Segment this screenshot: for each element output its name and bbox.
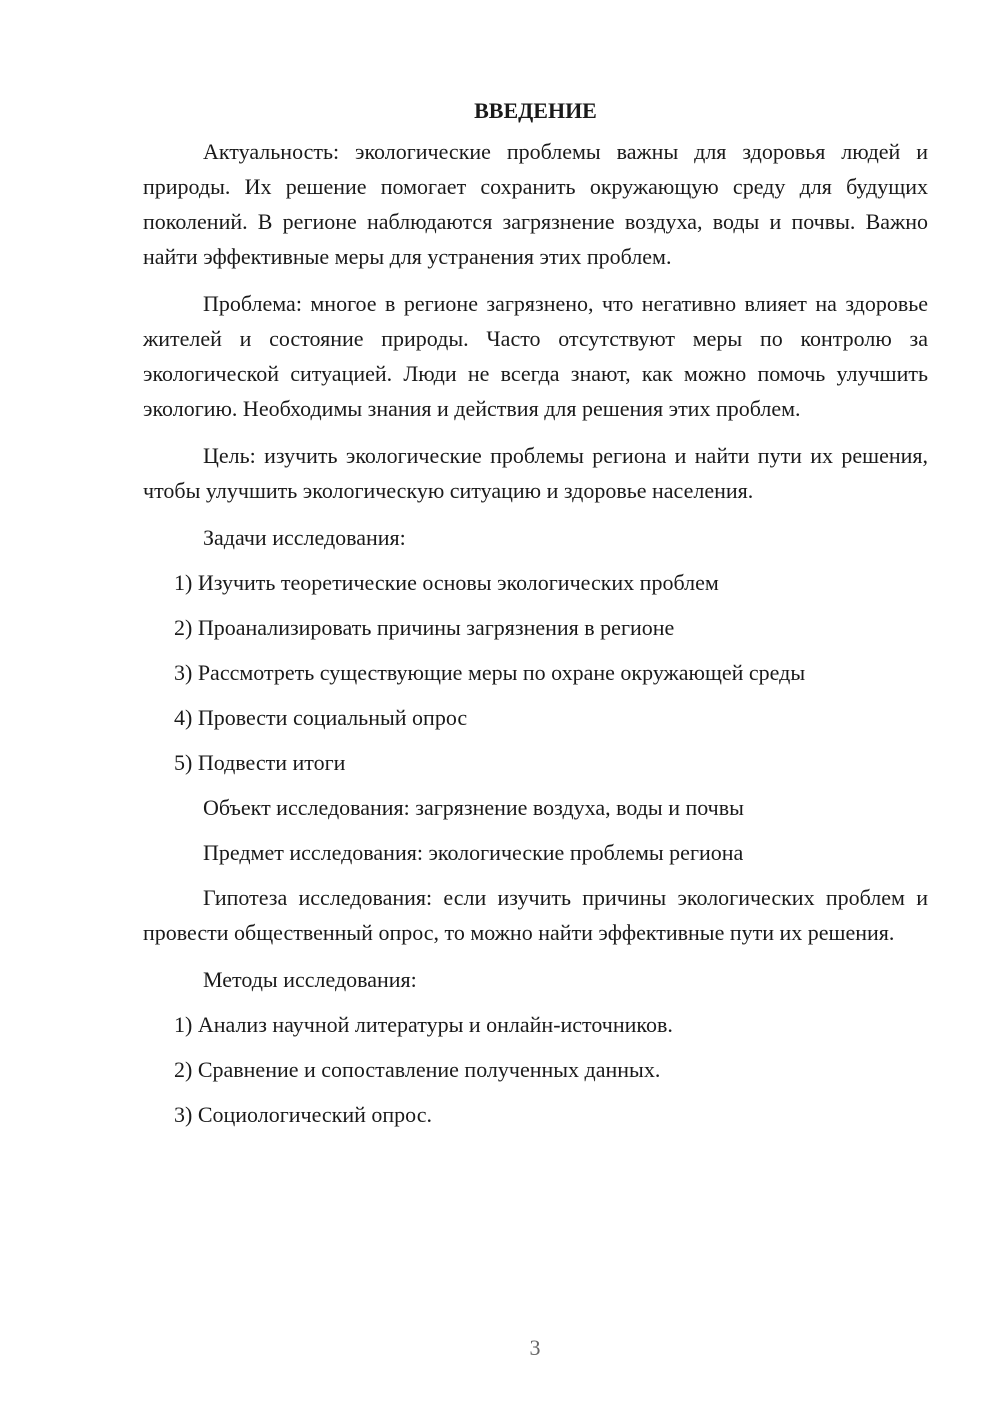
list-item: 2) Сравнение и сопоставление полученных данных. bbox=[174, 1057, 661, 1082]
page-number: 3 bbox=[529, 1335, 541, 1360]
hypothesis-paragraph: Гипотеза исследования: если изучить причины экологических проблем и провести общественный опрос, то можно найти эффективные пути их решения. bbox=[143, 885, 928, 945]
list-item: 4) Провести социальный опрос bbox=[174, 705, 468, 730]
methods-list bbox=[143, 1007, 928, 1132]
problem-paragraph: Проблема: многое в регионе загрязнено, что негативно влияет на здоровье жителей и состояние природы. Часто отсутствуют меры по контролю за экологической ситуацией. Люди не всегда знают, как можно помочь улучшить экологию. Необходимы знания и действия для решения этих проблем. bbox=[143, 291, 928, 421]
tasks-list bbox=[143, 565, 928, 780]
list-item: 3) Социологический опрос. bbox=[174, 1102, 432, 1127]
methods-heading: Методы исследования: bbox=[203, 967, 417, 992]
list-item: 1) Изучить теоретические основы экологических проблем bbox=[174, 570, 719, 595]
list-item: 5) Подвести итоги bbox=[174, 750, 346, 775]
list-item: 2) Проанализировать причины загрязнения в регионе bbox=[174, 615, 675, 640]
page-title: ВВЕДЕНИЕ bbox=[474, 98, 597, 123]
subject-line: Предмет исследования: экологические проблемы региона bbox=[203, 840, 744, 865]
document-body bbox=[143, 93, 928, 1142]
relevance-paragraph: Актуальность: экологические проблемы важны для здоровья людей и природы. Их решение помогает сохранить окружающую среду для будущих поколений. В регионе наблюдаются загрязнение воздуха, воды и почвы. Важно найти эффективные меры для устранения этих проблем. bbox=[143, 139, 928, 269]
goal-paragraph: Цель: изучить экологические проблемы региона и найти пути их решения, чтобы улучшить экологическую ситуацию и здоровье населения. bbox=[143, 443, 928, 503]
list-item: 1) Анализ научной литературы и онлайн-источников. bbox=[174, 1012, 673, 1037]
tasks-heading: Задачи исследования: bbox=[203, 525, 406, 550]
object-line: Объект исследования: загрязнение воздуха, воды и почвы bbox=[203, 795, 744, 820]
list-item: 3) Рассмотреть существующие меры по охране окружающей среды bbox=[174, 660, 806, 685]
